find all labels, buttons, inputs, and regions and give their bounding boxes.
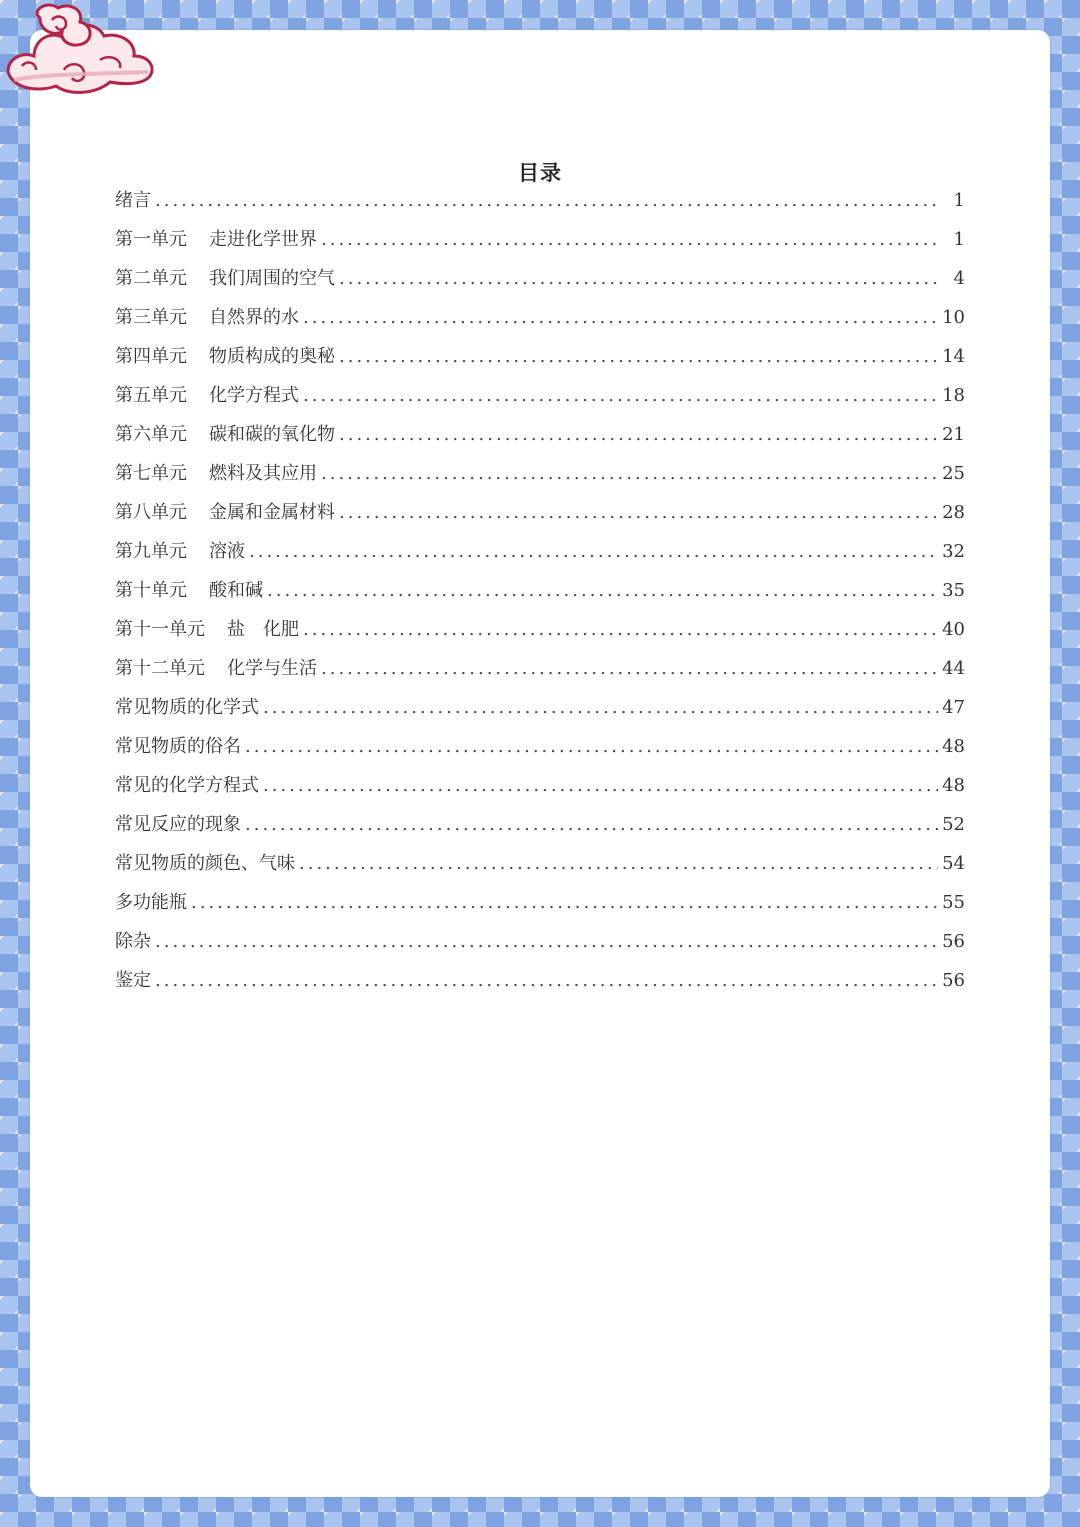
toc-entry-label bbox=[115, 654, 317, 680]
toc-leader-dots bbox=[339, 268, 941, 289]
toc-entry-subtitle: 碳和碳的氧化物 bbox=[209, 424, 335, 445]
toc-list bbox=[115, 186, 965, 1005]
toc-entry-title: 第二单元 bbox=[115, 268, 187, 289]
toc-leader-dots bbox=[339, 346, 938, 367]
toc-page-number: 1 bbox=[953, 190, 965, 211]
toc-entry[interactable] bbox=[115, 498, 965, 537]
toc-entry[interactable] bbox=[115, 771, 965, 810]
toc-entry-label bbox=[115, 342, 335, 368]
toc-entry-title: 第九单元 bbox=[115, 541, 187, 562]
toc-page-number: 21 bbox=[942, 424, 965, 445]
toc-entry-title: 第四单元 bbox=[115, 346, 187, 367]
toc-entry-label bbox=[115, 888, 187, 914]
toc-entry[interactable] bbox=[115, 186, 965, 225]
toc-entry-label bbox=[115, 771, 259, 797]
toc-entry-label bbox=[115, 303, 299, 329]
toc-entry[interactable] bbox=[115, 732, 965, 771]
toc-page-number: 48 bbox=[942, 775, 965, 796]
toc-page-number: 18 bbox=[942, 385, 965, 406]
toc-entry[interactable] bbox=[115, 225, 965, 264]
toc-entry[interactable] bbox=[115, 459, 965, 498]
toc-entry-subtitle: 化学方程式 bbox=[209, 385, 299, 406]
toc-entry-label bbox=[115, 537, 245, 563]
toc-entry-label bbox=[115, 966, 151, 992]
toc-page-number: 10 bbox=[942, 307, 965, 328]
toc-entry-label bbox=[115, 498, 335, 524]
toc-page-number: 47 bbox=[942, 697, 965, 718]
toc-entry-label bbox=[115, 810, 241, 836]
toc-leader-dots bbox=[339, 502, 938, 523]
toc-leader-dots bbox=[249, 541, 938, 562]
toc-entry[interactable] bbox=[115, 654, 965, 693]
toc-entry-subtitle: 酸和碱 bbox=[209, 580, 263, 601]
toc-entry-subtitle: 我们周围的空气 bbox=[209, 268, 335, 289]
toc-entry-title: 常见物质的颜色、气味 bbox=[115, 853, 295, 874]
toc-leader-dots bbox=[267, 580, 938, 601]
toc-page-number: 40 bbox=[942, 619, 965, 640]
toc-entry-title: 第三单元 bbox=[115, 307, 187, 328]
toc-leader-dots bbox=[321, 463, 938, 484]
toc-page-number: 52 bbox=[942, 814, 965, 835]
toc-entry-title: 第六单元 bbox=[115, 424, 187, 445]
toc-leader-dots bbox=[155, 190, 941, 211]
toc-entry-title: 多功能瓶 bbox=[115, 892, 187, 913]
toc-leader-dots bbox=[303, 307, 938, 328]
toc-leader-dots bbox=[299, 853, 938, 874]
toc-entry-title: 常见物质的俗名 bbox=[115, 736, 241, 757]
toc-entry[interactable] bbox=[115, 849, 965, 888]
toc-page-number: 56 bbox=[942, 931, 965, 952]
toc-entry-subtitle: 燃料及其应用 bbox=[209, 463, 317, 484]
toc-page-number: 56 bbox=[942, 970, 965, 991]
toc-entry-title: 常见的化学方程式 bbox=[115, 775, 259, 796]
toc-leader-dots bbox=[191, 892, 938, 913]
toc-entry[interactable] bbox=[115, 810, 965, 849]
toc-page-number: 54 bbox=[942, 853, 965, 874]
toc-entry-subtitle: 金属和金属材料 bbox=[209, 502, 335, 523]
toc-entry-label bbox=[115, 381, 299, 407]
toc-entry-label bbox=[115, 927, 151, 953]
toc-page-number: 1 bbox=[953, 229, 965, 250]
toc-page-number: 32 bbox=[942, 541, 965, 562]
toc-entry-label bbox=[115, 459, 317, 485]
toc-leader-dots bbox=[155, 931, 938, 952]
toc-entry[interactable] bbox=[115, 537, 965, 576]
toc-leader-dots bbox=[339, 424, 938, 445]
toc-entry-title: 常见反应的现象 bbox=[115, 814, 241, 835]
toc-entry-title: 第一单元 bbox=[115, 229, 187, 250]
toc-entry-label bbox=[115, 732, 241, 758]
toc-leader-dots bbox=[245, 736, 938, 757]
toc-entry-label bbox=[115, 186, 151, 212]
toc-entry-title: 除杂 bbox=[115, 931, 151, 952]
toc-entry-label bbox=[115, 225, 317, 251]
toc-leader-dots bbox=[321, 658, 938, 679]
toc-entry-title: 第八单元 bbox=[115, 502, 187, 523]
toc-entry-subtitle: 化学与生活 bbox=[227, 658, 317, 679]
toc-page-number: 14 bbox=[942, 346, 965, 367]
toc-page-number: 48 bbox=[942, 736, 965, 757]
toc-leader-dots bbox=[263, 697, 938, 718]
toc-entry[interactable] bbox=[115, 420, 965, 459]
toc-entry-title: 常见物质的化学式 bbox=[115, 697, 259, 718]
toc-page-number: 4 bbox=[953, 268, 965, 289]
toc-entry[interactable] bbox=[115, 381, 965, 420]
toc-entry-label bbox=[115, 420, 335, 446]
toc-entry-subtitle: 走进化学世界 bbox=[209, 229, 317, 250]
toc-entry-label bbox=[115, 576, 263, 602]
toc-entry-label bbox=[115, 849, 295, 875]
toc-page-number: 55 bbox=[942, 892, 965, 913]
toc-leader-dots bbox=[155, 970, 938, 991]
toc-entry[interactable] bbox=[115, 966, 965, 1005]
toc-entry-subtitle: 溶液 bbox=[209, 541, 245, 562]
toc-entry-label bbox=[115, 693, 259, 719]
toc-entry[interactable] bbox=[115, 342, 965, 381]
toc-entry[interactable] bbox=[115, 888, 965, 927]
toc-leader-dots bbox=[245, 814, 938, 835]
toc-entry-title: 第七单元 bbox=[115, 463, 187, 484]
toc-page-number: 25 bbox=[942, 463, 965, 484]
toc-leader-dots bbox=[303, 619, 938, 640]
toc-page-number: 35 bbox=[942, 580, 965, 601]
toc-leader-dots bbox=[263, 775, 938, 796]
toc-entry-title: 第十一单元 bbox=[115, 619, 205, 640]
toc-entry[interactable] bbox=[115, 264, 965, 303]
toc-entry-label bbox=[115, 615, 299, 641]
toc-entry[interactable] bbox=[115, 693, 965, 732]
toc-entry-label bbox=[115, 264, 335, 290]
toc-leader-dots bbox=[321, 229, 941, 250]
toc-entry-title: 鉴定 bbox=[115, 970, 151, 991]
toc-entry[interactable] bbox=[115, 303, 965, 342]
auspicious-cloud-icon bbox=[0, 0, 160, 110]
toc-page-number: 28 bbox=[942, 502, 965, 523]
toc-title: 目录 bbox=[518, 161, 562, 186]
toc-entry[interactable] bbox=[115, 615, 965, 654]
toc-entry-title: 第十二单元 bbox=[115, 658, 205, 679]
toc-entry[interactable] bbox=[115, 576, 965, 615]
toc-page-number: 44 bbox=[942, 658, 965, 679]
toc-leader-dots bbox=[303, 385, 938, 406]
toc-entry-title: 第十单元 bbox=[115, 580, 187, 601]
toc-entry-subtitle: 盐 化肥 bbox=[227, 619, 299, 640]
toc-entry-subtitle: 自然界的水 bbox=[209, 307, 299, 328]
toc-entry[interactable] bbox=[115, 927, 965, 966]
toc-entry-subtitle: 物质构成的奥秘 bbox=[209, 346, 335, 367]
toc-entry-title: 第五单元 bbox=[115, 385, 187, 406]
toc-entry-title: 绪言 bbox=[115, 190, 151, 211]
